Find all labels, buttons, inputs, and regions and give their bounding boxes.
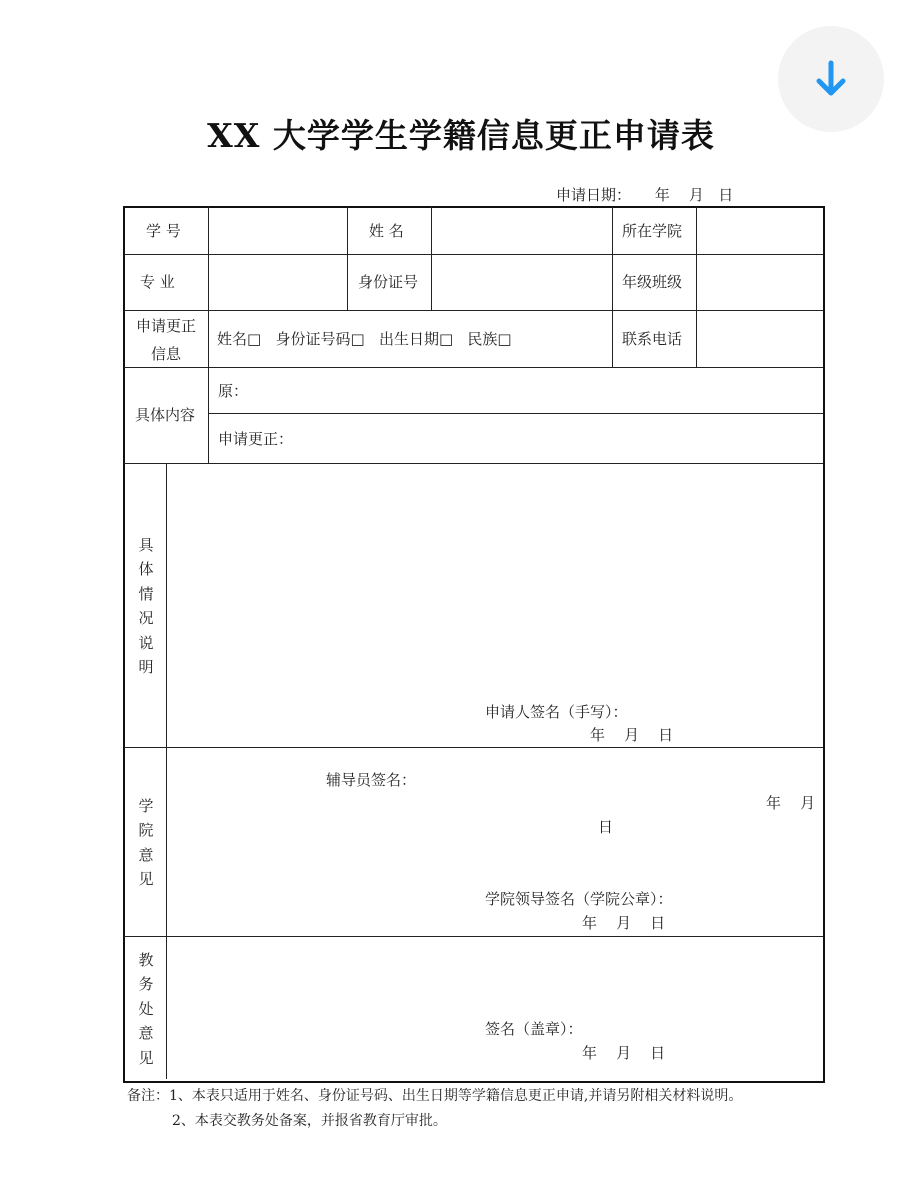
academic-office-signature: 签名（盖章）： <box>485 1020 583 1038</box>
correction-label: 申请更正 <box>136 317 197 335</box>
major-label: 专 业 <box>140 273 175 291</box>
phone-label: 联系电话 <box>622 330 683 348</box>
corrected-field[interactable]: 申请更正： <box>218 430 294 448</box>
details-label: 具体内容 <box>135 406 196 424</box>
college-leader-date: 年 月 日 <box>582 914 666 932</box>
grade-class-label: 年级班级 <box>622 273 683 291</box>
note-line-2: 2、本表交教务处备案，并报省教育厅审批。 <box>172 1113 447 1129</box>
id-card-label: 身份证号 <box>358 273 419 291</box>
row-divider <box>208 413 823 414</box>
document-title: XX 大学学生学籍信息更正申请表 <box>207 116 715 155</box>
original-field[interactable]: 原： <box>218 382 249 400</box>
college-leader-signature: 学院领导签名（学院公章）： <box>485 890 673 908</box>
student-id-label: 学 号 <box>146 222 181 240</box>
col-divider <box>612 207 613 367</box>
row-divider <box>124 367 823 368</box>
academic-office-label: 教务处意见 <box>138 951 154 1067</box>
situation-label: 具体情况说明 <box>138 536 154 677</box>
col-divider <box>347 207 348 310</box>
college-field[interactable] <box>697 208 821 253</box>
counselor-date-day: 日 <box>598 818 614 836</box>
apply-date: 申请日期： 年 月 日 <box>556 186 734 204</box>
correction-options[interactable]: 姓名□ 身份证号码□ 出生日期□ 民族□ <box>217 330 512 348</box>
row-divider <box>124 936 823 937</box>
student-id-field[interactable] <box>209 208 346 253</box>
name-field[interactable] <box>432 208 611 253</box>
row-divider <box>124 463 823 464</box>
arrow-down-icon <box>814 59 848 99</box>
situation-text-area[interactable] <box>168 465 820 690</box>
college-label: 所在学院 <box>622 222 683 240</box>
academic-office-date: 年 月 日 <box>582 1044 666 1062</box>
col-divider <box>166 463 167 1079</box>
grade-class-field[interactable] <box>697 255 821 309</box>
note-line-1: 备注：1、本表只适用于姓名、身份证号码、出生日期等学籍信息更正申请,并请另附相关材料说明。 <box>127 1088 743 1104</box>
id-card-field[interactable] <box>432 255 611 309</box>
name-label: 姓 名 <box>369 222 404 240</box>
counselor-date: 年 月 <box>766 794 816 812</box>
phone-field[interactable] <box>697 311 821 366</box>
row-divider <box>124 747 823 748</box>
applicant-date: 年 月 日 <box>590 726 674 744</box>
applicant-signature: 申请人签名（手写）： <box>485 703 628 721</box>
major-field[interactable] <box>209 255 346 309</box>
correction-label: 信息 <box>151 345 182 363</box>
counselor-signature: 辅导员签名： <box>326 771 417 789</box>
college-opinion-label: 学院意见 <box>138 797 154 889</box>
